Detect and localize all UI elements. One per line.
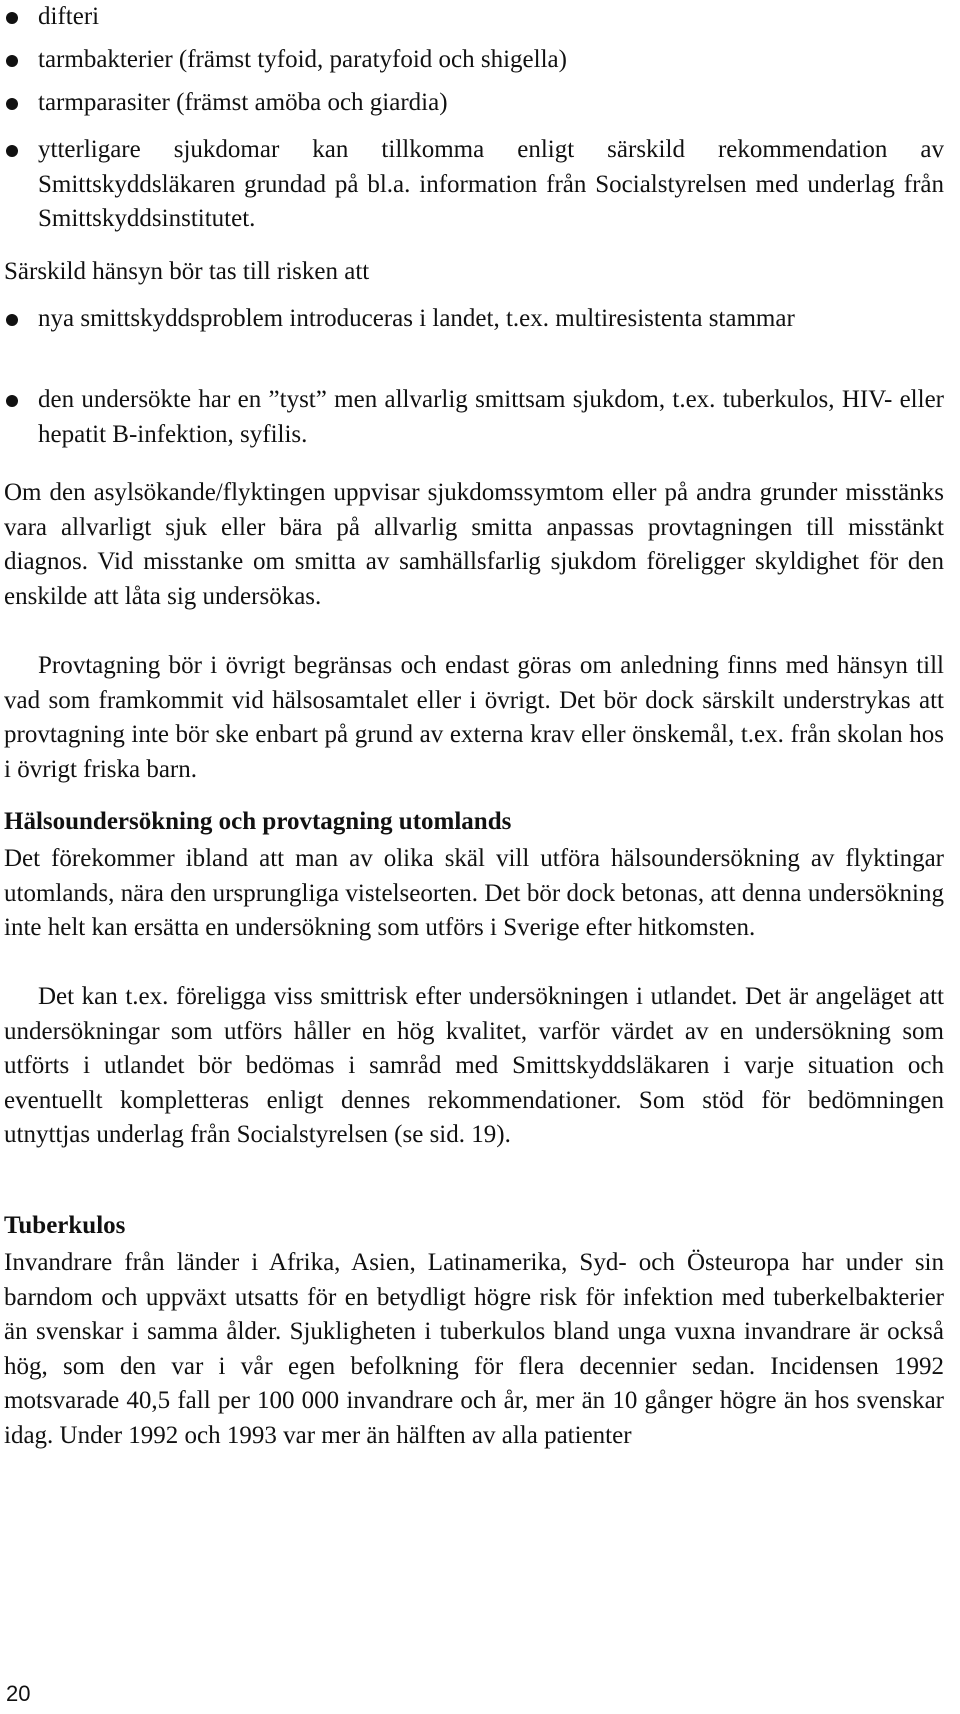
list-item	[4, 302, 944, 337]
list-item	[4, 383, 944, 452]
paragraph-symptoms: Om den asylsökande/flyktingen uppvisar sjukdomssymtom eller på andra grunder misstänks vara allvarligt sjuk eller bära på allvarlig smitta anpassas provtagningen till misstänkt diagnos. Vid misstanke om smitta av samhällsfarlig sjukdom föreligger skyldighet för den enskilde att låta sig undersökas.	[4, 479, 944, 610]
page-number: 20	[6, 1681, 31, 1706]
section-heading-tuberkulos: Tuberkulos	[4, 1212, 126, 1239]
list-item	[4, 86, 944, 121]
risk-intro: Särskild hänsyn bör tas till risken att	[4, 258, 370, 285]
paragraph-sampling: Provtagning bör i övrigt begränsas och endast göras om anledning finns med hänsyn till vad som framkommit vid hälsosamtalet eller i övrigt. Det bör dock särskilt understrykas att provtagning inte bör ske enbart på grund av externa krav eller önskemål, t.ex. från skolan hos i övrigt friska barn.	[4, 652, 944, 783]
bullet-icon	[6, 55, 18, 67]
list-item-text: ytterligare sjukdomar kan tillkomma enligt särskild rekommendation av Smittskyddsläkaren grundad på bl.a. information från Socialstyrelsen med underlag från Smittskyddsinstitutet.	[38, 136, 944, 233]
list-item	[4, 43, 944, 78]
list-item-text: nya smittskyddsproblem introduceras i landet, t.ex. multiresistenta stammar	[38, 305, 795, 332]
list-item-text: den undersökte har en ”tyst” men allvarlig smittsam sjukdom, t.ex. tuberkulos, HIV- eller hepatit B-infektion, syfilis.	[38, 386, 944, 448]
list-item	[4, 0, 944, 35]
bullet-icon	[6, 145, 18, 157]
paragraph-abroad-2: Det kan t.ex. föreligga viss smittrisk efter undersökningen i utlandet. Det är angeläget att undersökningar som utförs håller en hög kvalitet, varför värdet av en undersökning som utförts i utlandet bör bedömas i samråd med Smittskyddsläkaren i varje situation och eventuellt kompletteras enligt dennes rekommendationer. Som stöd för bedömningen utnyttjas underlag från Socialstyrelsen (se sid. 19).	[4, 983, 944, 1149]
bullet-icon	[6, 12, 18, 24]
list-item	[4, 133, 944, 237]
paragraph-tuberkulos: Invandrare från länder i Afrika, Asien, Latinamerika, Syd- och Östeuropa har under sin barndom och uppväxt utsatts för en betydligt högre risk för infektion med tuberkelbakterier än svenskar i samma ålder. Sjukligheten i tuberkulos bland unga vuxna invandrare är också hög, som den var i vår egen befolkning för flera decennier sedan. Incidensen 1992 motsvarade 40,5 fall per 100 000 invandrare och år, mer än 10 gånger högre än hos svenskar idag. Under 1992 och 1993 var mer än hälften av alla patienter	[4, 1249, 944, 1449]
bullet-icon	[6, 395, 18, 407]
bullet-icon	[6, 98, 18, 110]
section-heading-abroad: Hälsoundersökning och provtagning utomlands	[4, 808, 512, 835]
bullet-icon	[6, 314, 18, 326]
list-item-text: tarmbakterier (främst tyfoid, paratyfoid och shigella)	[38, 46, 567, 73]
list-item-text: difteri	[38, 3, 100, 30]
paragraph-abroad: Det förekommer ibland att man av olika skäl vill utföra hälsoundersökning av flyktingar utomlands, nära den ursprungliga vistelseorten. Det bör dock betonas, att denna undersökning inte helt kan ersätta en undersökning som utförs i Sverige efter hitkomsten.	[4, 845, 944, 942]
list-item-text: tarmparasiter (främst amöba och giardia)	[38, 89, 448, 116]
